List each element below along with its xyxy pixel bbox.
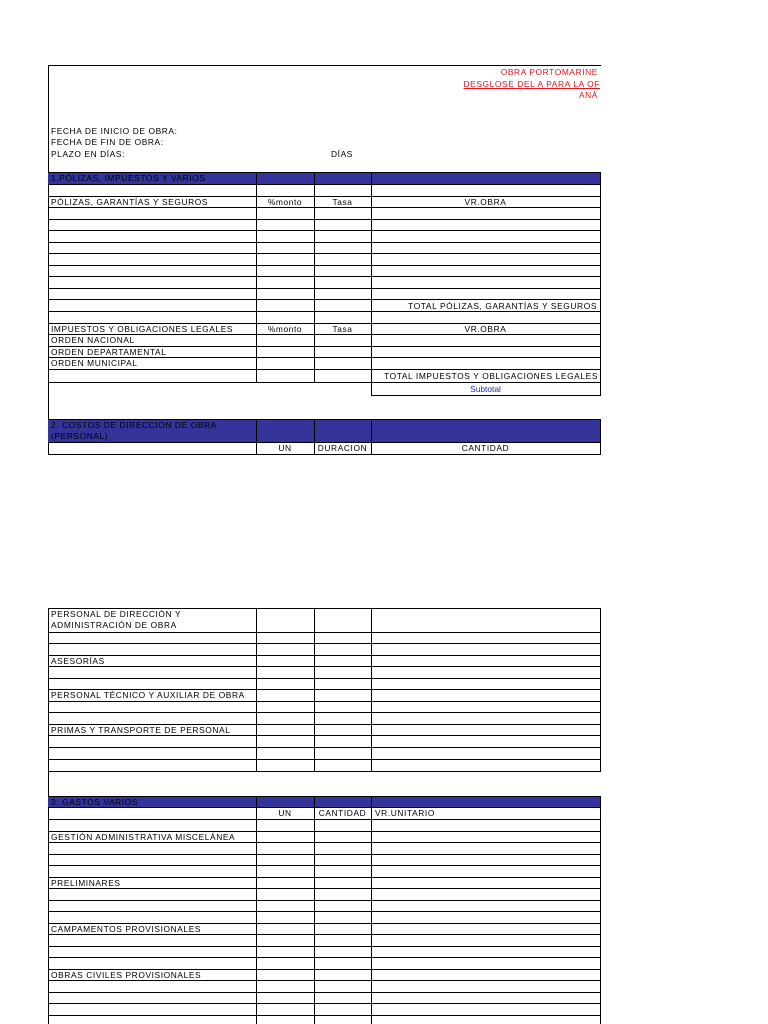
s2-header-bottom-line (48, 454, 601, 455)
s1-row-line (48, 207, 601, 208)
s1-row-line (48, 230, 601, 231)
end-date-label: FECHA DE FIN DE OBRA: (51, 137, 164, 147)
s3-un-header: UN (278, 808, 292, 818)
s2b-row-line (48, 643, 601, 644)
total-polizas-label: TOTAL PÓLIZAS, GARANTÍAS Y SEGUROS (408, 301, 597, 311)
s2b-row-line (48, 735, 601, 736)
polizas-tasa-header: Tasa (332, 197, 353, 207)
s1-row-line (48, 242, 601, 243)
s3-row-line (48, 992, 601, 993)
days-label: DÍAS (331, 149, 353, 159)
s2b-row-line (48, 678, 601, 679)
personal-direccion-label-2: ADMINISTRACIÓN DE OBRA (51, 620, 177, 630)
start-date-label: FECHA DE INICIO DE OBRA: (51, 126, 178, 136)
s1-right-border (600, 172, 601, 396)
frame-top-border (48, 65, 601, 66)
impuestos-tasa-header: Tasa (332, 324, 353, 334)
section3-title: 3. GASTOS VARIOS (51, 797, 139, 807)
s3-row-line (48, 1015, 601, 1016)
s1-row-line (48, 299, 601, 300)
s1-row-line (48, 288, 601, 289)
s2b-row-line (48, 747, 601, 748)
s3-row-line (48, 888, 601, 889)
s3-row-line (48, 980, 601, 981)
s3-row-line (48, 819, 601, 820)
gestion-administrativa-label: GESTIÓN ADMINISTRATIVA MISCELÁNEA (51, 832, 236, 842)
s1-row-line (48, 369, 601, 370)
s3-row-line (48, 1003, 601, 1004)
impuestos-vr-header: VR.OBRA (464, 324, 507, 334)
frame-left-border-2 (48, 608, 49, 1024)
orden-municipal-label: ORDEN MUNICIPAL (51, 358, 138, 368)
s3-row-line (48, 934, 601, 935)
section2-title-line1: 2. COSTOS DE DIRECCION DE OBRA (51, 420, 217, 430)
asesorias-label: ASESORÍAS (51, 656, 105, 666)
s1-row-line (48, 253, 601, 254)
s2b-row-line (48, 666, 601, 667)
project-title: OBRA PORTOMARINE (500, 67, 598, 77)
breakdown-title: DESGLOSE DEL A PARA LA OF (463, 79, 600, 89)
s3-row-line (48, 854, 601, 855)
total-impuestos-label: TOTAL IMPUESTOS Y OBLIGACIONES LEGALES (384, 371, 598, 381)
s2-duracion-header: DURACION (317, 443, 368, 453)
frame-left-border-1 (48, 65, 49, 455)
s3-row-line (48, 957, 601, 958)
term-label: PLAZO EN DÍAS: (51, 149, 126, 159)
primas-transporte-label: PRIMAS Y TRANSPORTE DE PERSONAL (51, 725, 231, 735)
polizas-label: PÓLIZAS, GARANTÍAS Y SEGUROS (51, 197, 209, 207)
s2b-row-line (48, 771, 601, 772)
s3-cantidad-header: CANTIDAD (318, 808, 367, 818)
s3-row-line (48, 877, 601, 878)
s3-row-line (48, 900, 601, 901)
s2b-row-line (48, 712, 601, 713)
s3-vr-unitario-header: VR.UNITARIO (375, 808, 435, 818)
section1-title: 1.PÓLIZAS, IMPUESTOS Y VARIOS (51, 173, 206, 183)
s1-subtotal-line (371, 395, 601, 396)
s2b-row-line (48, 632, 601, 633)
preliminares-label: PRELIMINARES (51, 878, 121, 888)
s1-row-line (48, 265, 601, 266)
campamentos-label: CAMPAMENTOS PROVISIONALES (51, 924, 202, 934)
orden-departamental-label: ORDEN DEPARTAMENTAL (51, 347, 167, 357)
subtotal-label: Subtotal (470, 384, 501, 394)
obras-civiles-label: OBRAS CIVILES PROVISIONALES (51, 970, 202, 980)
s1-row-line (48, 276, 601, 277)
impuestos-label: IMPUESTOS Y OBLIGACIONES LEGALES (51, 324, 234, 334)
polizas-vr-header: VR.OBRA (464, 197, 507, 207)
s3-row-line (48, 842, 601, 843)
s2b-row-line (48, 759, 601, 760)
s3-row-line (48, 911, 601, 912)
impuestos-monto-header: %monto (267, 324, 303, 334)
s3-row-line (48, 946, 601, 947)
personal-tecnico-label: PERSONAL TÉCNICO Y AUXILIAR DE OBRA (51, 690, 245, 700)
s2-cantidad-header: CANTIDAD (461, 443, 510, 453)
s2b-row-line (48, 701, 601, 702)
s1-row-line (48, 311, 601, 312)
analysis-title: ANÁ (578, 90, 598, 100)
polizas-monto-header: %monto (267, 197, 303, 207)
s1-row-line (48, 382, 601, 383)
personal-direccion-label-1: PERSONAL DE DIRECCIÓN Y (51, 609, 182, 619)
orden-nacional-label: ORDEN NACIONAL (51, 335, 135, 345)
section2-title-line2: (PERSONAL) (51, 431, 109, 441)
s2-un-header: UN (278, 443, 292, 453)
s2b-row-line (48, 655, 601, 656)
s2-right-border (600, 419, 601, 455)
s3-row-line (48, 865, 601, 866)
s1-row-line (48, 219, 601, 220)
